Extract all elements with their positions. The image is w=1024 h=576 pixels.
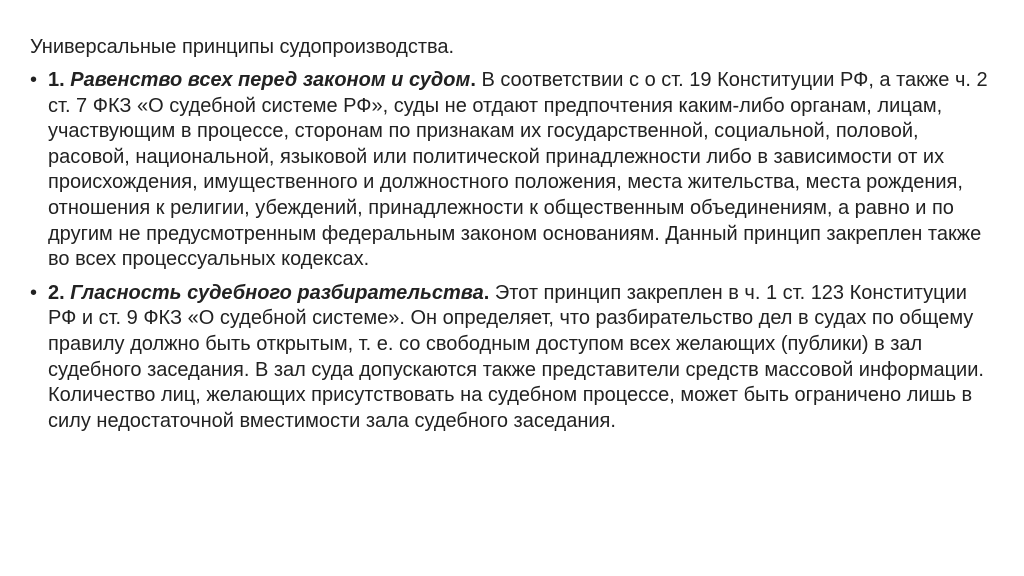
bullet-list [30, 68, 994, 434]
principle-number: 2. [48, 281, 65, 304]
principle-term: Гласность судебного разбирательства [70, 281, 484, 304]
principle-term: Равенство всех перед законом и судом [70, 69, 471, 91]
bullet-marker: • [30, 69, 38, 91]
bullet-item-equality [30, 68, 994, 273]
slide-heading: Универсальные принципы судопроизводства. [30, 36, 455, 58]
principle-term-suffix: . [483, 281, 490, 304]
principle-term-suffix: . [470, 69, 476, 91]
bullet-marker: • [30, 281, 38, 304]
bullet-item-publicity [30, 281, 994, 435]
principle-number: 1. [48, 69, 65, 91]
principle-text: В соответствии с о ст. 19 Конституции РФ, а также ч. 2 ст. 7 ФКЗ «О судебной системе РФ», суды не отдают предпочтения каким-либо органам, лицам, участвующим в процессе, сторонам по признакам их государственной, социальной, половой, расовой, национальной, языковой или политической принадлежности либо в зависимости от их происхождения, имущественного и должностного положения, места жительства, места рождения, отношения к религии, убеждений, принадлежности к общественным объединениям, а равно и по другим не предусмотренным федеральным законом основаниям. Данный принцип закреплен также во всех процессуальных кодексах. [48, 69, 988, 271]
principle-text: Этот принцип закреплен в ч. 1 ст. 123 Конституции РФ и ст. 9 ФКЗ «О судебной системе». Он определяет, что разбирательство дел в судах по общему правилу должно быть открытым, т. е. со свободным доступом всех желающих (публики) в зал судебного заседания. В зал суда допускаются также представители средств массовой информации. Количество лиц, желающих присутствовать на судебном процессе, может быть ограничено лишь в силу недостаточной вместимости зала судебного заседания. [48, 281, 984, 432]
